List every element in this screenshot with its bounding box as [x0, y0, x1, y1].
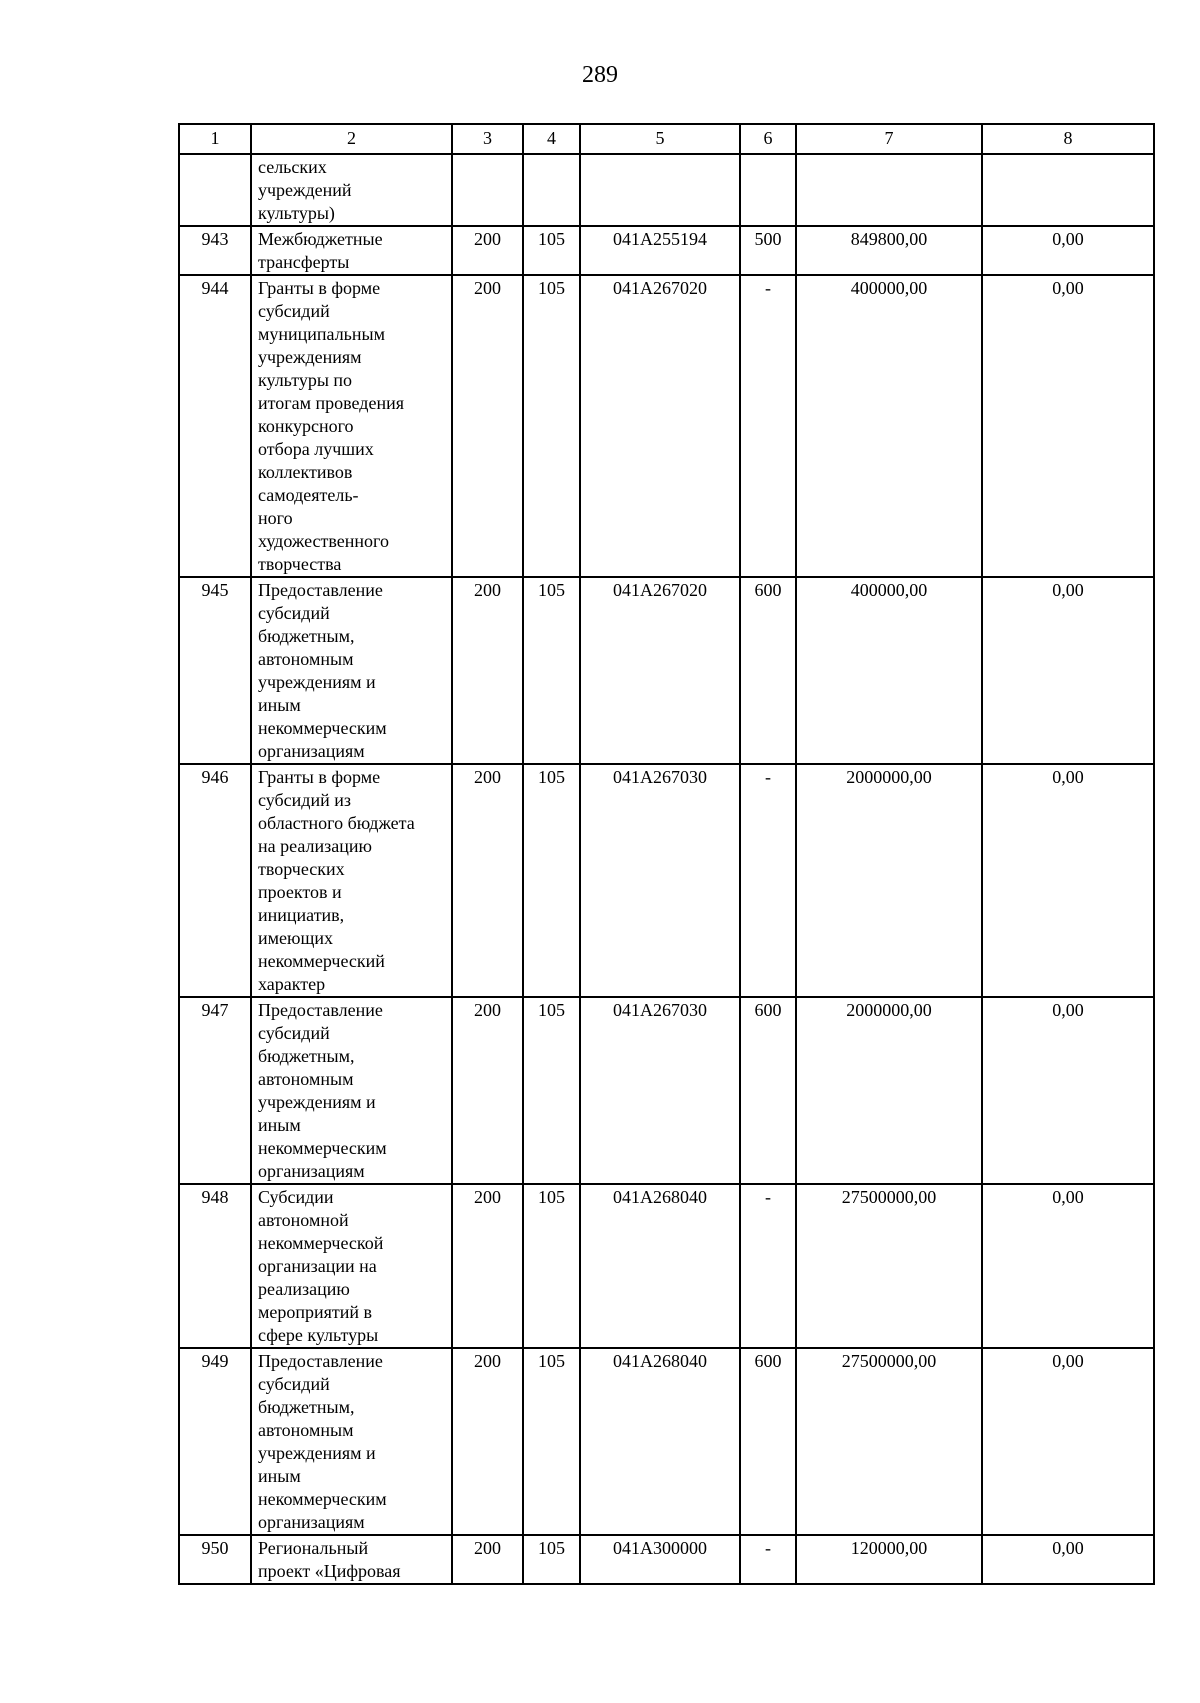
row-col4-cell — [523, 1184, 580, 1348]
row-col4-cell-text: 105 — [538, 229, 565, 249]
row-col8-cell-text: 0,00 — [1052, 767, 1084, 787]
row-col6-cell — [740, 577, 796, 764]
row-col4-cell — [523, 154, 580, 226]
row-col4-cell — [523, 275, 580, 577]
row-col3-cell — [452, 1184, 523, 1348]
row-col4-cell — [523, 997, 580, 1184]
row-col8-cell-text: 0,00 — [1052, 580, 1084, 600]
row-name-cell-text: Региональный проект «Цифровая — [258, 1538, 401, 1581]
table-row — [179, 577, 1154, 764]
row-code-cell — [580, 1535, 740, 1584]
row-amount-cell-text: 400000,00 — [850, 580, 928, 600]
row-col6-cell — [740, 275, 796, 577]
row-code-cell-text: 041A267030 — [613, 767, 707, 787]
row-col4-cell — [523, 764, 580, 997]
row-name-cell — [251, 275, 452, 577]
row-code-cell-text: 041A267020 — [613, 278, 707, 298]
row-col4-cell-text: 105 — [538, 1000, 565, 1020]
row-code-cell — [580, 577, 740, 764]
table-row — [179, 1535, 1154, 1584]
row-col8-cell — [982, 1348, 1154, 1535]
row-number-cell-text: 949 — [201, 1351, 229, 1371]
row-amount-cell — [796, 1535, 982, 1584]
row-number-cell — [179, 1535, 251, 1584]
row-amount-cell — [796, 275, 982, 577]
row-col3-cell-text: 200 — [474, 229, 501, 249]
header-cell: 7 — [796, 124, 982, 154]
row-col3-cell — [452, 577, 523, 764]
row-col3-cell-text: 200 — [474, 1351, 501, 1371]
row-number-cell-text: 946 — [201, 767, 229, 787]
row-col3-cell — [452, 1535, 523, 1584]
row-col3-cell — [452, 1348, 523, 1535]
row-name-cell — [251, 1348, 452, 1535]
row-number-cell-text: 944 — [201, 278, 229, 298]
header-cell: 5 — [580, 124, 740, 154]
row-col6-cell-text: - — [765, 1538, 771, 1558]
header-cell: 2 — [251, 124, 452, 154]
row-name-cell-text: Предоставление субсидий бюджетным, автономным учреждениям и иным некоммерческим организациям — [258, 1000, 387, 1181]
row-number-cell-text: 947 — [201, 1000, 229, 1020]
row-code-cell-text: 041A267030 — [613, 1000, 707, 1020]
row-col8-cell — [982, 577, 1154, 764]
row-col8-cell — [982, 154, 1154, 226]
row-col3-cell — [452, 275, 523, 577]
row-amount-cell — [796, 1348, 982, 1535]
row-col6-cell — [740, 764, 796, 997]
row-amount-cell-text: 2000000,00 — [846, 1000, 932, 1020]
row-code-cell — [580, 764, 740, 997]
row-amount-cell-text: 849800,00 — [850, 229, 928, 249]
row-name-cell-text: Предоставление субсидий бюджетным, автономным учреждениям и иным некоммерческим организациям — [258, 580, 387, 761]
row-col6-cell-text: - — [765, 767, 771, 787]
row-col4-cell-text: 105 — [538, 278, 565, 298]
row-code-cell — [580, 154, 740, 226]
table-row — [179, 226, 1154, 275]
row-number-cell — [179, 577, 251, 764]
row-col4-cell — [523, 1535, 580, 1584]
row-col6-cell — [740, 226, 796, 275]
row-number-cell — [179, 154, 251, 226]
row-amount-cell-text: 400000,00 — [850, 278, 928, 298]
row-name-cell — [251, 997, 452, 1184]
row-name-cell — [251, 577, 452, 764]
row-amount-cell — [796, 764, 982, 997]
row-code-cell — [580, 1184, 740, 1348]
row-col3-cell-text: 200 — [474, 767, 501, 787]
row-name-cell-text: Гранты в форме субсидий муниципальным учреждениям культуры по итогам проведения конкурсного отбора лучших коллективов самодеятель- ного художественного творчества — [258, 278, 404, 574]
row-col6-cell — [740, 154, 796, 226]
row-col6-cell — [740, 997, 796, 1184]
row-col3-cell-text: 200 — [474, 278, 501, 298]
row-name-cell-text: Субсидии автономной некоммерческой организации на реализацию мероприятий в сфере культуры — [258, 1187, 384, 1345]
table-row — [179, 154, 1154, 226]
row-amount-cell — [796, 997, 982, 1184]
row-number-cell — [179, 1348, 251, 1535]
table-row — [179, 1184, 1154, 1348]
row-col3-cell — [452, 764, 523, 997]
row-amount-cell — [796, 577, 982, 764]
row-col4-cell — [523, 1348, 580, 1535]
row-col8-cell — [982, 275, 1154, 577]
row-col6-cell-text: 600 — [754, 1351, 782, 1371]
row-code-cell-text: 041A267020 — [613, 580, 707, 600]
row-col4-cell-text: 105 — [538, 1351, 565, 1371]
row-col4-cell-text: 105 — [538, 1538, 565, 1558]
row-col6-cell-text: 500 — [754, 229, 782, 249]
row-number-cell — [179, 226, 251, 275]
row-amount-cell-text: 27500000,00 — [841, 1187, 937, 1207]
row-number-cell — [179, 275, 251, 577]
row-code-cell — [580, 275, 740, 577]
row-col6-cell-text: 600 — [754, 1000, 782, 1020]
row-col6-cell-text: - — [765, 278, 771, 298]
row-col3-cell-text: 200 — [474, 1187, 501, 1207]
row-col4-cell — [523, 577, 580, 764]
row-amount-cell — [796, 154, 982, 226]
row-code-cell-text: 041A255194 — [613, 229, 707, 249]
row-col4-cell-text: 105 — [538, 1187, 565, 1207]
row-name-cell-text: Предоставление субсидий бюджетным, автономным учреждениям и иным некоммерческим организациям — [258, 1351, 387, 1532]
row-code-cell-text: 041A268040 — [613, 1351, 707, 1371]
header-cell: 1 — [179, 124, 251, 154]
row-col8-cell-text: 0,00 — [1052, 1351, 1084, 1371]
row-number-cell — [179, 764, 251, 997]
row-amount-cell — [796, 1184, 982, 1348]
header-cell: 3 — [452, 124, 523, 154]
row-amount-cell — [796, 226, 982, 275]
row-name-cell — [251, 1535, 452, 1584]
row-col6-cell — [740, 1535, 796, 1584]
row-amount-cell-text: 27500000,00 — [841, 1351, 937, 1371]
header-cell: 4 — [523, 124, 580, 154]
row-number-cell — [179, 1184, 251, 1348]
row-code-cell — [580, 1348, 740, 1535]
row-col6-cell-text: 600 — [754, 580, 782, 600]
table-row — [179, 275, 1154, 577]
table-row — [179, 997, 1154, 1184]
row-col8-cell — [982, 1535, 1154, 1584]
row-col8-cell-text: 0,00 — [1052, 1187, 1084, 1207]
row-code-cell-text: 041A268040 — [613, 1187, 707, 1207]
page-number: 289 — [582, 62, 618, 88]
row-col8-cell-text: 0,00 — [1052, 1538, 1084, 1558]
row-amount-cell-text: 2000000,00 — [846, 767, 932, 787]
row-name-cell — [251, 764, 452, 997]
row-col8-cell-text: 0,00 — [1052, 229, 1084, 249]
row-col6-cell — [740, 1348, 796, 1535]
row-name-cell — [251, 154, 452, 226]
row-col3-cell — [452, 226, 523, 275]
row-code-cell — [580, 997, 740, 1184]
row-col4-cell-text: 105 — [538, 580, 565, 600]
header-cell: 8 — [982, 124, 1154, 154]
row-name-cell-text: Гранты в форме субсидий из областного бюджета на реализацию творческих проектов и инициатив, имеющих некоммерческий характер — [258, 767, 415, 994]
row-name-cell — [251, 226, 452, 275]
row-number-cell-text: 943 — [201, 229, 229, 249]
row-col3-cell — [452, 154, 523, 226]
row-code-cell — [580, 226, 740, 275]
row-amount-cell-text: 120000,00 — [850, 1538, 928, 1558]
row-col8-cell — [982, 764, 1154, 997]
row-col6-cell-text: - — [765, 1187, 771, 1207]
row-name-cell-text: сельских учреждений культуры) — [258, 157, 352, 223]
row-col8-cell — [982, 1184, 1154, 1348]
row-name-cell — [251, 1184, 452, 1348]
row-number-cell-text: 948 — [201, 1187, 229, 1207]
row-number-cell — [179, 997, 251, 1184]
table-row — [179, 764, 1154, 997]
row-col8-cell-text: 0,00 — [1052, 1000, 1084, 1020]
row-col8-cell — [982, 226, 1154, 275]
header-cell: 6 — [740, 124, 796, 154]
row-name-cell-text: Межбюджетные трансферты — [258, 229, 383, 272]
table-row — [179, 1348, 1154, 1535]
row-col3-cell-text: 200 — [474, 1538, 501, 1558]
row-col3-cell-text: 200 — [474, 580, 501, 600]
row-code-cell-text: 041A300000 — [613, 1538, 707, 1558]
row-col4-cell-text: 105 — [538, 767, 565, 787]
row-number-cell-text: 945 — [201, 580, 229, 600]
row-col3-cell-text: 200 — [474, 1000, 501, 1020]
table-header-row — [179, 124, 1154, 154]
row-col4-cell — [523, 226, 580, 275]
row-col6-cell — [740, 1184, 796, 1348]
budget-table — [178, 123, 1155, 1585]
row-col3-cell — [452, 997, 523, 1184]
row-number-cell-text: 950 — [201, 1538, 229, 1558]
row-col8-cell-text: 0,00 — [1052, 278, 1084, 298]
row-col8-cell — [982, 997, 1154, 1184]
